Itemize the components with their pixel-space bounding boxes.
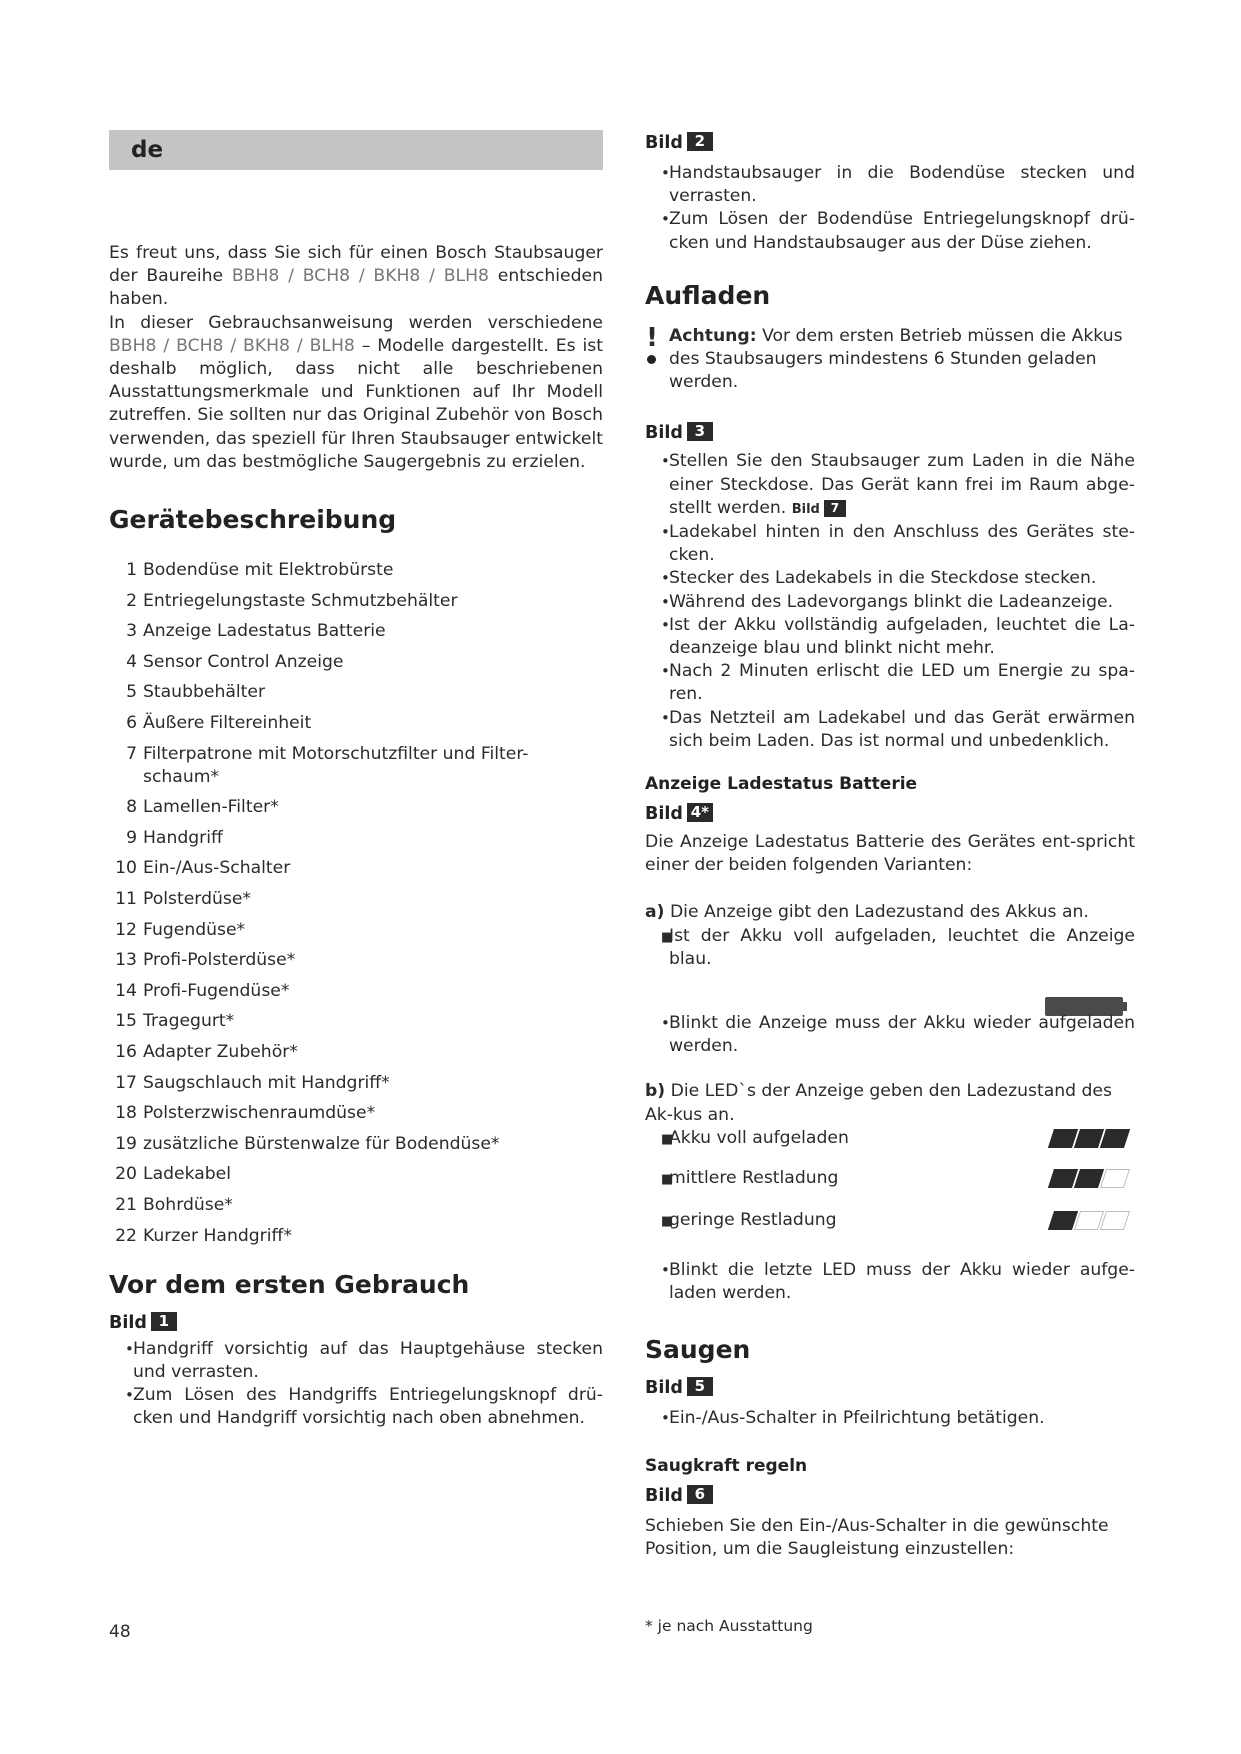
list-item: 21 Bohrdüse*	[115, 1194, 233, 1215]
warning-dot-icon	[647, 355, 656, 364]
led-row	[645, 1209, 1135, 1232]
list-item: 14 Profi-Fugendüse*	[115, 980, 290, 1001]
figure-badge: 1	[151, 1312, 177, 1331]
parts-list	[109, 559, 603, 1247]
figure-badge: 5	[687, 1377, 713, 1396]
variant-a-bullets	[645, 925, 1135, 971]
list-item: 6 Äußere Filtereinheit	[126, 713, 312, 733]
variant-b-blink	[645, 1259, 1135, 1305]
list-item: 5 Staubbehälter	[126, 682, 266, 703]
led-indicator-icon	[1051, 1211, 1127, 1230]
section-heading-vor-dem-ersten-gebrauch: Vor dem ersten Gebrauch	[109, 1269, 470, 1299]
led-segment	[1074, 1169, 1104, 1188]
list-item: 9 Handgriff	[126, 827, 223, 848]
led-indicator-icon	[1051, 1169, 1127, 1188]
vor-bullets	[109, 1338, 603, 1431]
figure-reference-2: Bild 2	[645, 132, 1135, 154]
list-item: • Ein-/Aus-Schalter in Pfeilrichtung betätigen.	[645, 1407, 1135, 1430]
list-item: ■ mittlere Restladung	[645, 1167, 1135, 1190]
anzeige-paragraph: Die Anzeige Ladestatus Batterie des Gerätes ent-spricht einer der beiden folgenden Varianten:	[645, 832, 1135, 876]
list-item: 4 Sensor Control Anzeige	[126, 651, 344, 672]
list-item: 19 zusätzliche Bürstenwalze für Bodendüse*	[115, 1133, 500, 1154]
list-item: 17 Saugschlauch mit Handgriff*	[115, 1072, 390, 1093]
list-item: 1 Bodendüse mit Elektrobürste	[126, 560, 394, 581]
led-segment	[1048, 1169, 1078, 1188]
list-item: • Handgriff vorsichtig auf das Hauptgehäuse stecken und verrasten.	[109, 1338, 603, 1384]
list-item: • Handstaubsauger in die Bodendüse stecken und verrasten.	[645, 162, 1135, 208]
list-item: 12 Fugendüse*	[115, 919, 246, 940]
page-number: 48	[109, 1622, 131, 1642]
variant-b: b) Die LED`s der Anzeige geben den Ladezustand des Ak-kus an.	[645, 1081, 1112, 1125]
list-item: • Blinkt die Anzeige muss der Akku wieder aufgeladen werden.	[645, 1012, 1135, 1058]
figure-reference-5: Bild 5	[645, 1377, 1135, 1399]
list-item: • Während des Ladevorgangs blinkt die Ladeanzeige.	[645, 591, 1135, 614]
variant-a-block	[645, 925, 1135, 990]
list-item: 7 Filterpatrone mit Motorschutzfilter und Filter-schaum*	[126, 743, 529, 787]
list-item: 3 Anzeige Ladestatus Batterie	[126, 621, 386, 642]
led-segment	[1048, 1211, 1078, 1230]
list-item: • Ladekabel hinten in den Anschluss des Gerätes ste-cken.	[645, 521, 1135, 567]
led-segment	[1048, 1129, 1078, 1148]
list-item: 11 Polsterdüse*	[115, 888, 252, 909]
list-item: 2 Entriegelungstaste Schmutzbehälter	[126, 590, 458, 611]
list-item: • Blinkt die letzte LED muss der Akku wieder aufge-laden werden.	[645, 1259, 1135, 1305]
footnote: * je nach Ausstattung	[645, 1617, 813, 1635]
subheading-anzeige-ladestatus: Anzeige Ladestatus Batterie	[645, 774, 918, 795]
led-segment	[1074, 1129, 1104, 1148]
intro-paragraph-1: Es freut uns, dass Sie sich für einen Bosch Staubsauger der Baureihe BBH8 / BCH8 / BKH8 / BLH8 entschieden haben.	[109, 243, 603, 310]
figure-badge: 7	[824, 500, 846, 517]
list-item: ■ geringe Restladung	[645, 1209, 1135, 1232]
led-segment	[1100, 1211, 1130, 1230]
led-rows	[645, 1127, 1135, 1259]
led-segment	[1100, 1129, 1130, 1148]
list-item: • Stellen Sie den Staubsauger zum Laden in die Nähe einer Steckdose. Das Gerät kann frei im Raum abge-stellt werden. Bild 7	[645, 450, 1135, 521]
figure-badge: 6	[687, 1485, 713, 1504]
list-item: ■ Akku voll aufgeladen	[645, 1127, 1135, 1150]
list-item: 16 Adapter Zubehör*	[115, 1041, 298, 1062]
list-item: ■ Ist der Akku voll aufgeladen, leuchtet die Anzeige blau.	[645, 925, 1135, 971]
led-row	[645, 1127, 1135, 1150]
saugkraft-paragraph: Schieben Sie den Ein-/Aus-Schalter in die gewünschte Position, um die Saugleistung einzustellen:	[645, 1515, 1109, 1559]
intro-paragraph-2: In dieser Gebrauchsanweisung werden verschiedene BBH8 / BCH8 / BKH8 / BLH8 – Modelle dargestellt. Es ist deshalb möglich, dass nicht alle beschriebenen Ausstattungsmerkmale und Funktionen auf Ihr Modell zutreffen. Sie sollten nur das Original Zubehör von Bosch verwenden, das speziell für Ihren Staubsauger entwickelt wurde, um das bestmögliche Saugergebnis zu erzielen.	[109, 312, 603, 472]
figure-badge: 3	[687, 422, 713, 441]
list-item: 15 Tragegurt*	[115, 1011, 235, 1032]
bild3-bullets	[645, 450, 1135, 753]
list-item: 13 Profi-Polsterdüse*	[115, 950, 296, 971]
list-item: 22 Kurzer Handgriff*	[115, 1225, 292, 1246]
subheading-saugkraft-regeln: Saugkraft regeln	[645, 1455, 808, 1476]
variant-a-blink	[645, 1012, 1135, 1058]
saugen-bullets	[645, 1407, 1135, 1430]
figure-reference-3: Bild 3	[645, 422, 1135, 444]
section-heading-geraetebeschreibung: Gerätebeschreibung	[109, 505, 397, 535]
section-heading-aufladen: Aufladen	[645, 280, 771, 310]
list-item: 20 Ladekabel	[115, 1164, 232, 1185]
list-item: • Zum Lösen des Handgriffs Entriegelungsknopf drü-cken und Handgriff vorsichtig nach oben abnehmen.	[109, 1384, 603, 1430]
list-item: 10 Ein-/Aus-Schalter	[115, 858, 291, 879]
led-segment	[1074, 1211, 1104, 1230]
right-column	[645, 130, 1135, 1561]
section-heading-saugen: Saugen	[645, 1335, 751, 1365]
left-column	[109, 130, 603, 1430]
list-item: 18 Polsterzwischenraumdüse*	[115, 1103, 376, 1124]
bild2-bullets	[645, 162, 1135, 255]
list-item: 8 Lamellen-Filter*	[126, 797, 279, 818]
figure-reference-6: Bild 6	[645, 1485, 1135, 1507]
list-item: • Stecker des Ladekabels in die Steckdose stecken.	[645, 567, 1135, 590]
figure-reference-1: Bild 1	[109, 1312, 603, 1334]
exclamation-icon: !	[646, 322, 658, 353]
figure-badge: 4*	[687, 803, 713, 822]
figure-badge: 2	[687, 132, 713, 151]
figure-reference-4: Bild 4*	[645, 803, 1135, 825]
list-item: • Das Netzteil am Ladekabel und das Gerät erwärmen sich beim Laden. Das ist normal und unbedenklich.	[645, 707, 1135, 753]
warning-note: ! Achtung: Vor dem ersten Betrieb müssen die Akkus des Staubsaugers mindestens 6 Stunden geladen werden.	[646, 322, 1123, 393]
list-item: • Ist der Akku vollständig aufgeladen, leuchtet die La-deanzeige blau und blinkt nicht mehr.	[645, 614, 1135, 660]
led-row	[645, 1167, 1135, 1190]
list-item: • Nach 2 Minuten erlischt die LED um Energie zu spa-ren.	[645, 660, 1135, 706]
list-item: • Zum Lösen der Bodendüse Entriegelungsknopf drü-cken und Handstaubsauger aus der Düse ziehen.	[645, 208, 1135, 254]
language-bar: de	[109, 130, 603, 170]
led-indicator-icon	[1051, 1129, 1127, 1148]
variant-a: a) Die Anzeige gibt den Ladezustand des Akkus an.	[645, 902, 1089, 923]
led-segment	[1100, 1169, 1130, 1188]
